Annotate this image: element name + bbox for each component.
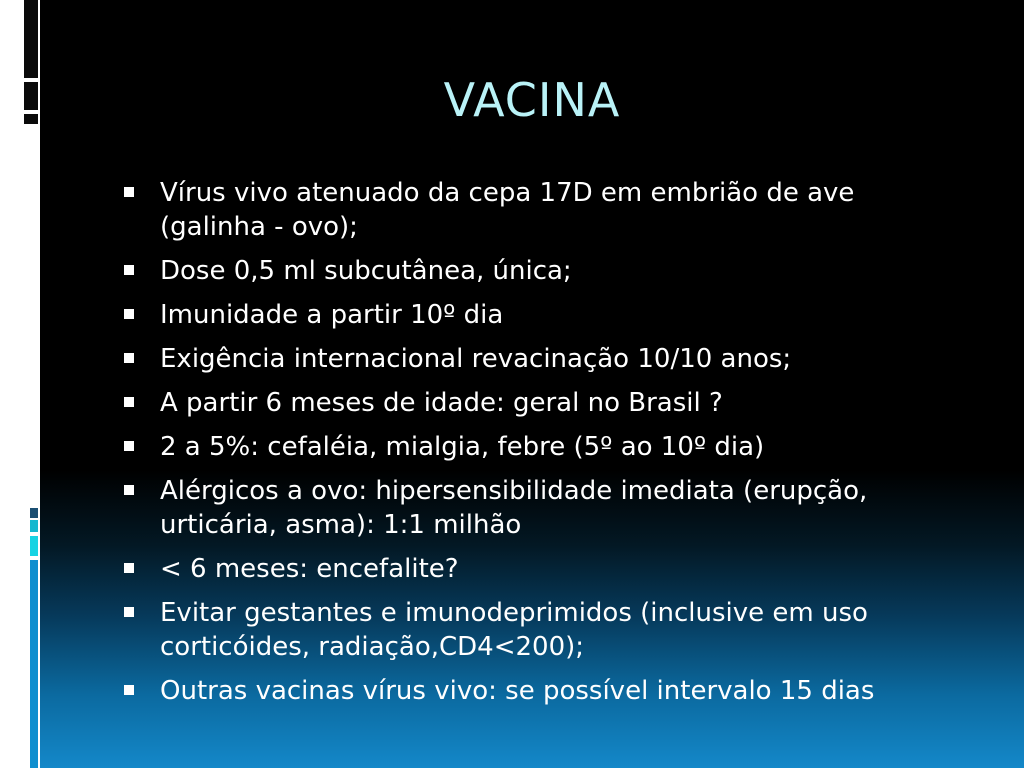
bullet-text: A partir 6 meses de idade: geral no Brasil ?	[160, 388, 723, 418]
bullet-text: Evitar gestantes e imunodeprimidos (inclusive em uso corticóides, radiação,CD4<200);	[160, 598, 868, 662]
bottom-decor-mark	[30, 536, 38, 556]
square-bullet-icon	[124, 309, 134, 319]
top-decor-mark	[24, 0, 38, 78]
bullet-text: Vírus vivo atenuado da cepa 17D em embrião de ave (galinha - ovo);	[160, 178, 855, 242]
square-bullet-icon	[124, 485, 134, 495]
bullet-item	[124, 596, 954, 664]
bullet-text: Exigência internacional revacinação 10/10 anos;	[160, 344, 792, 374]
bullet-item	[124, 342, 954, 376]
bottom-decor-mark	[30, 520, 38, 532]
square-bullet-icon	[124, 563, 134, 573]
left-decorative-strip	[0, 0, 40, 768]
bullet-item	[124, 254, 954, 288]
bullet-item	[124, 176, 954, 244]
bullet-item	[124, 298, 954, 332]
bullet-item	[124, 430, 954, 464]
square-bullet-icon	[124, 187, 134, 197]
bullet-item	[124, 552, 954, 586]
bullet-item	[124, 386, 954, 420]
bullet-text: 2 a 5%: cefaléia, mialgia, febre (5º ao 10º dia)	[160, 432, 765, 462]
bullet-item	[124, 474, 954, 542]
slide-title: VACINA	[443, 73, 621, 127]
top-decor-mark	[24, 114, 38, 124]
square-bullet-icon	[124, 441, 134, 451]
top-decor-mark	[24, 82, 38, 110]
bullet-list	[124, 176, 954, 718]
bottom-decor-mark	[30, 560, 38, 768]
bullet-text: Imunidade a partir 10º dia	[160, 300, 504, 330]
bottom-decor-mark	[30, 508, 38, 518]
square-bullet-icon	[124, 607, 134, 617]
bullet-item	[124, 674, 954, 708]
bullet-text: < 6 meses: encefalite?	[160, 554, 459, 584]
square-bullet-icon	[124, 685, 134, 695]
square-bullet-icon	[124, 265, 134, 275]
bullet-text: Outras vacinas vírus vivo: se possível intervalo 15 dias	[160, 676, 875, 706]
square-bullet-icon	[124, 353, 134, 363]
bullet-text: Dose 0,5 ml subcutânea, única;	[160, 256, 572, 286]
bullet-text: Alérgicos a ovo: hipersensibilidade imediata (erupção, urticária, asma): 1:1 milhão	[160, 476, 868, 540]
square-bullet-icon	[124, 397, 134, 407]
